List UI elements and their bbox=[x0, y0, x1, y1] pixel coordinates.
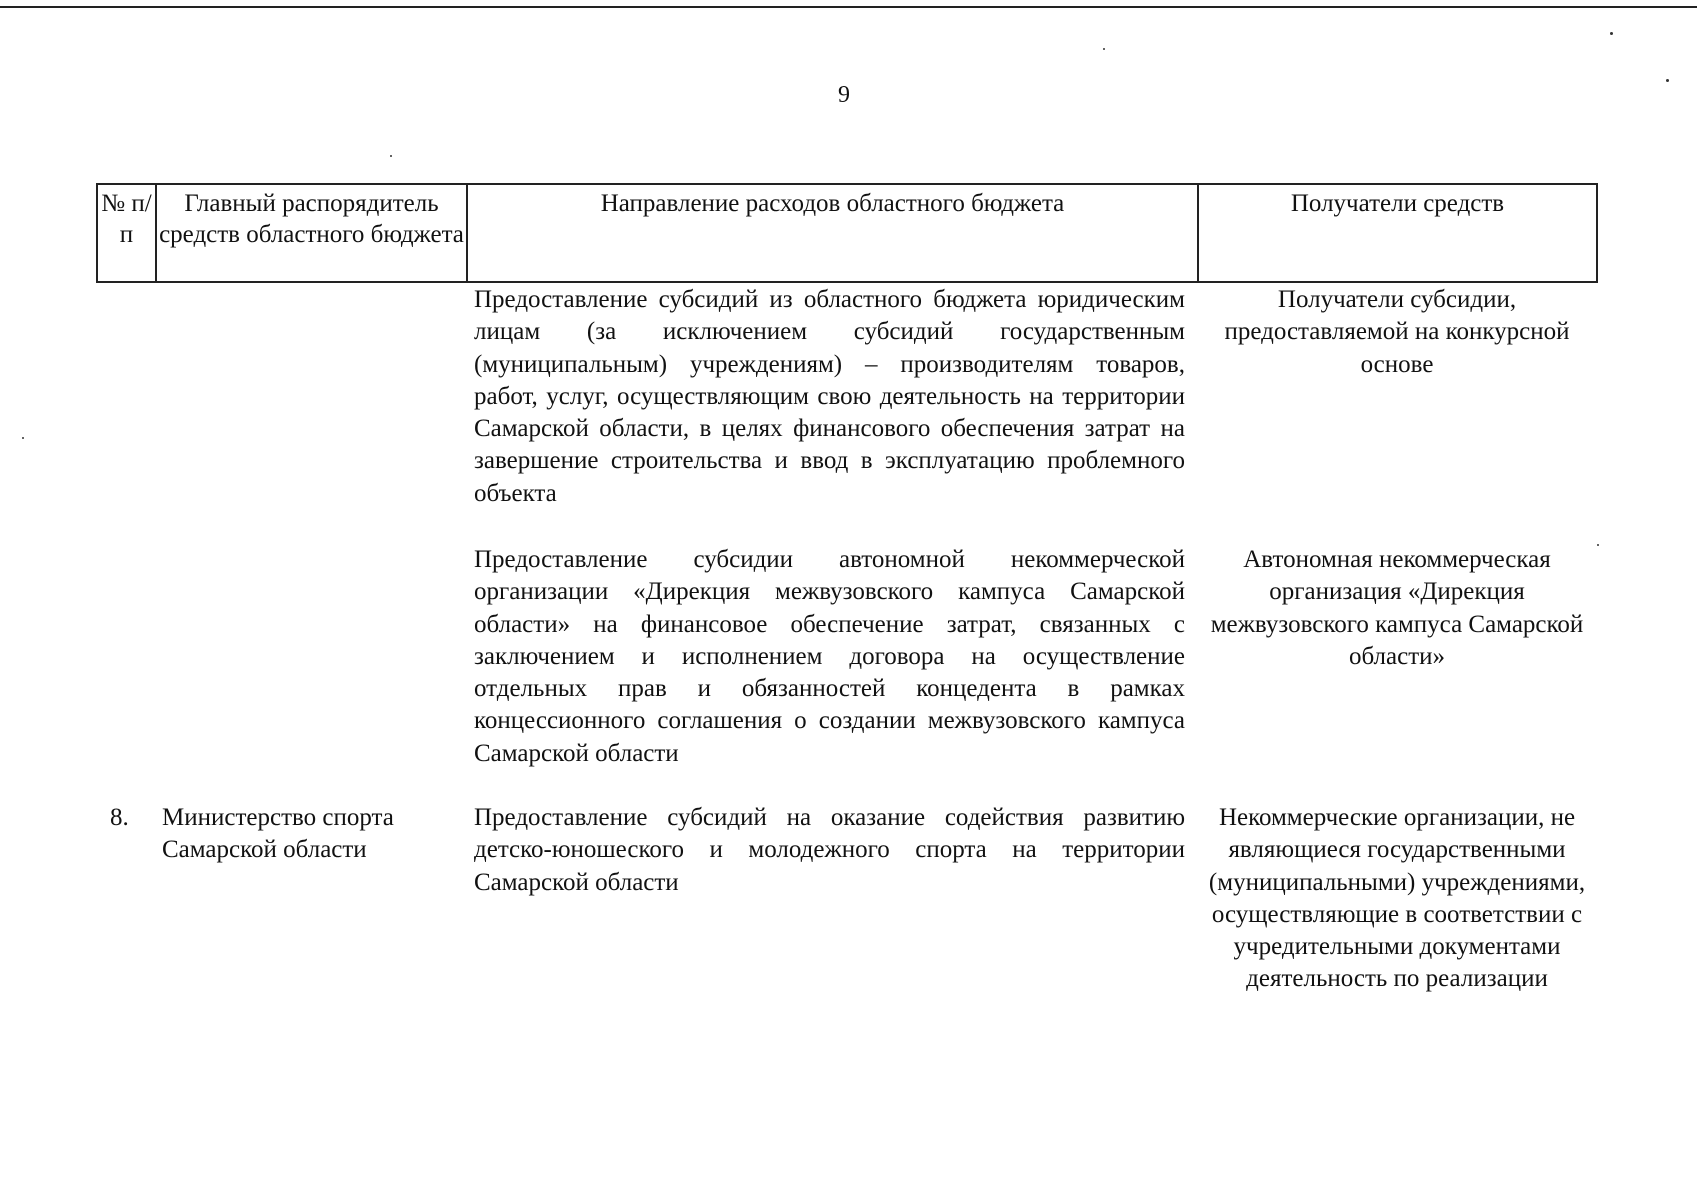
row-direction: Предоставление субсидий на оказание содействия развитию детско-юношеского и молодежного спорта на территории Самарской области bbox=[474, 804, 1185, 896]
row-recipients: Получатели субсидии, предоставляемой на конкурсной основе bbox=[1224, 286, 1570, 378]
page-number: 9 bbox=[838, 82, 850, 108]
row-num: 8. bbox=[110, 804, 129, 831]
row-admin: Министерство спорта Самарской области bbox=[162, 804, 394, 864]
table-header bbox=[96, 183, 1598, 283]
scan-speck bbox=[22, 437, 24, 439]
header-recipients: Получатели средств bbox=[1290, 190, 1505, 217]
row-recipients: Некоммерческие организации, не являющиеся государственными (муниципальными) учреждениями, осуществляющие в соответствии с учредительными документами деятельность по реализации bbox=[1208, 804, 1586, 993]
scan-speck bbox=[1610, 32, 1613, 35]
top-rule bbox=[0, 6, 1697, 8]
row-direction: Предоставление субсидии автономной некоммерческой организации «Дирекция межвузовского кампуса Самарской области» на финансовое обеспечение затрат, связанных с заключением и исполнением договора на осуществление отдельных прав и обязанностей концедента в рамках концессионного соглашения о создании межвузовского кампуса Самарской области bbox=[474, 546, 1185, 767]
row-direction: Предоставление субсидий из областного бюджета юридическим лицам (за исключением субсидий государственным (муниципальным) учреждениям) – производителям товаров, работ, услуг, осуществляющим свою деятельность на территории Самарской области, в целях финансового обеспечения затрат на завершение строительства и ввод в эксплуатацию проблемного объекта bbox=[474, 286, 1185, 507]
scan-speck bbox=[390, 155, 392, 157]
header-num: № п/п bbox=[98, 185, 157, 281]
scan-speck bbox=[1597, 544, 1599, 546]
header-admin: Главный распорядитель средств областного бюджета bbox=[157, 185, 468, 281]
scan-speck bbox=[1666, 79, 1669, 82]
scan-speck bbox=[1103, 48, 1105, 50]
row-recipients: Автономная некоммерческая организация «Дирекция межвузовского кампуса Самарской области» bbox=[1210, 546, 1584, 670]
header-direction: Направление расходов областного бюджета bbox=[468, 185, 1199, 281]
